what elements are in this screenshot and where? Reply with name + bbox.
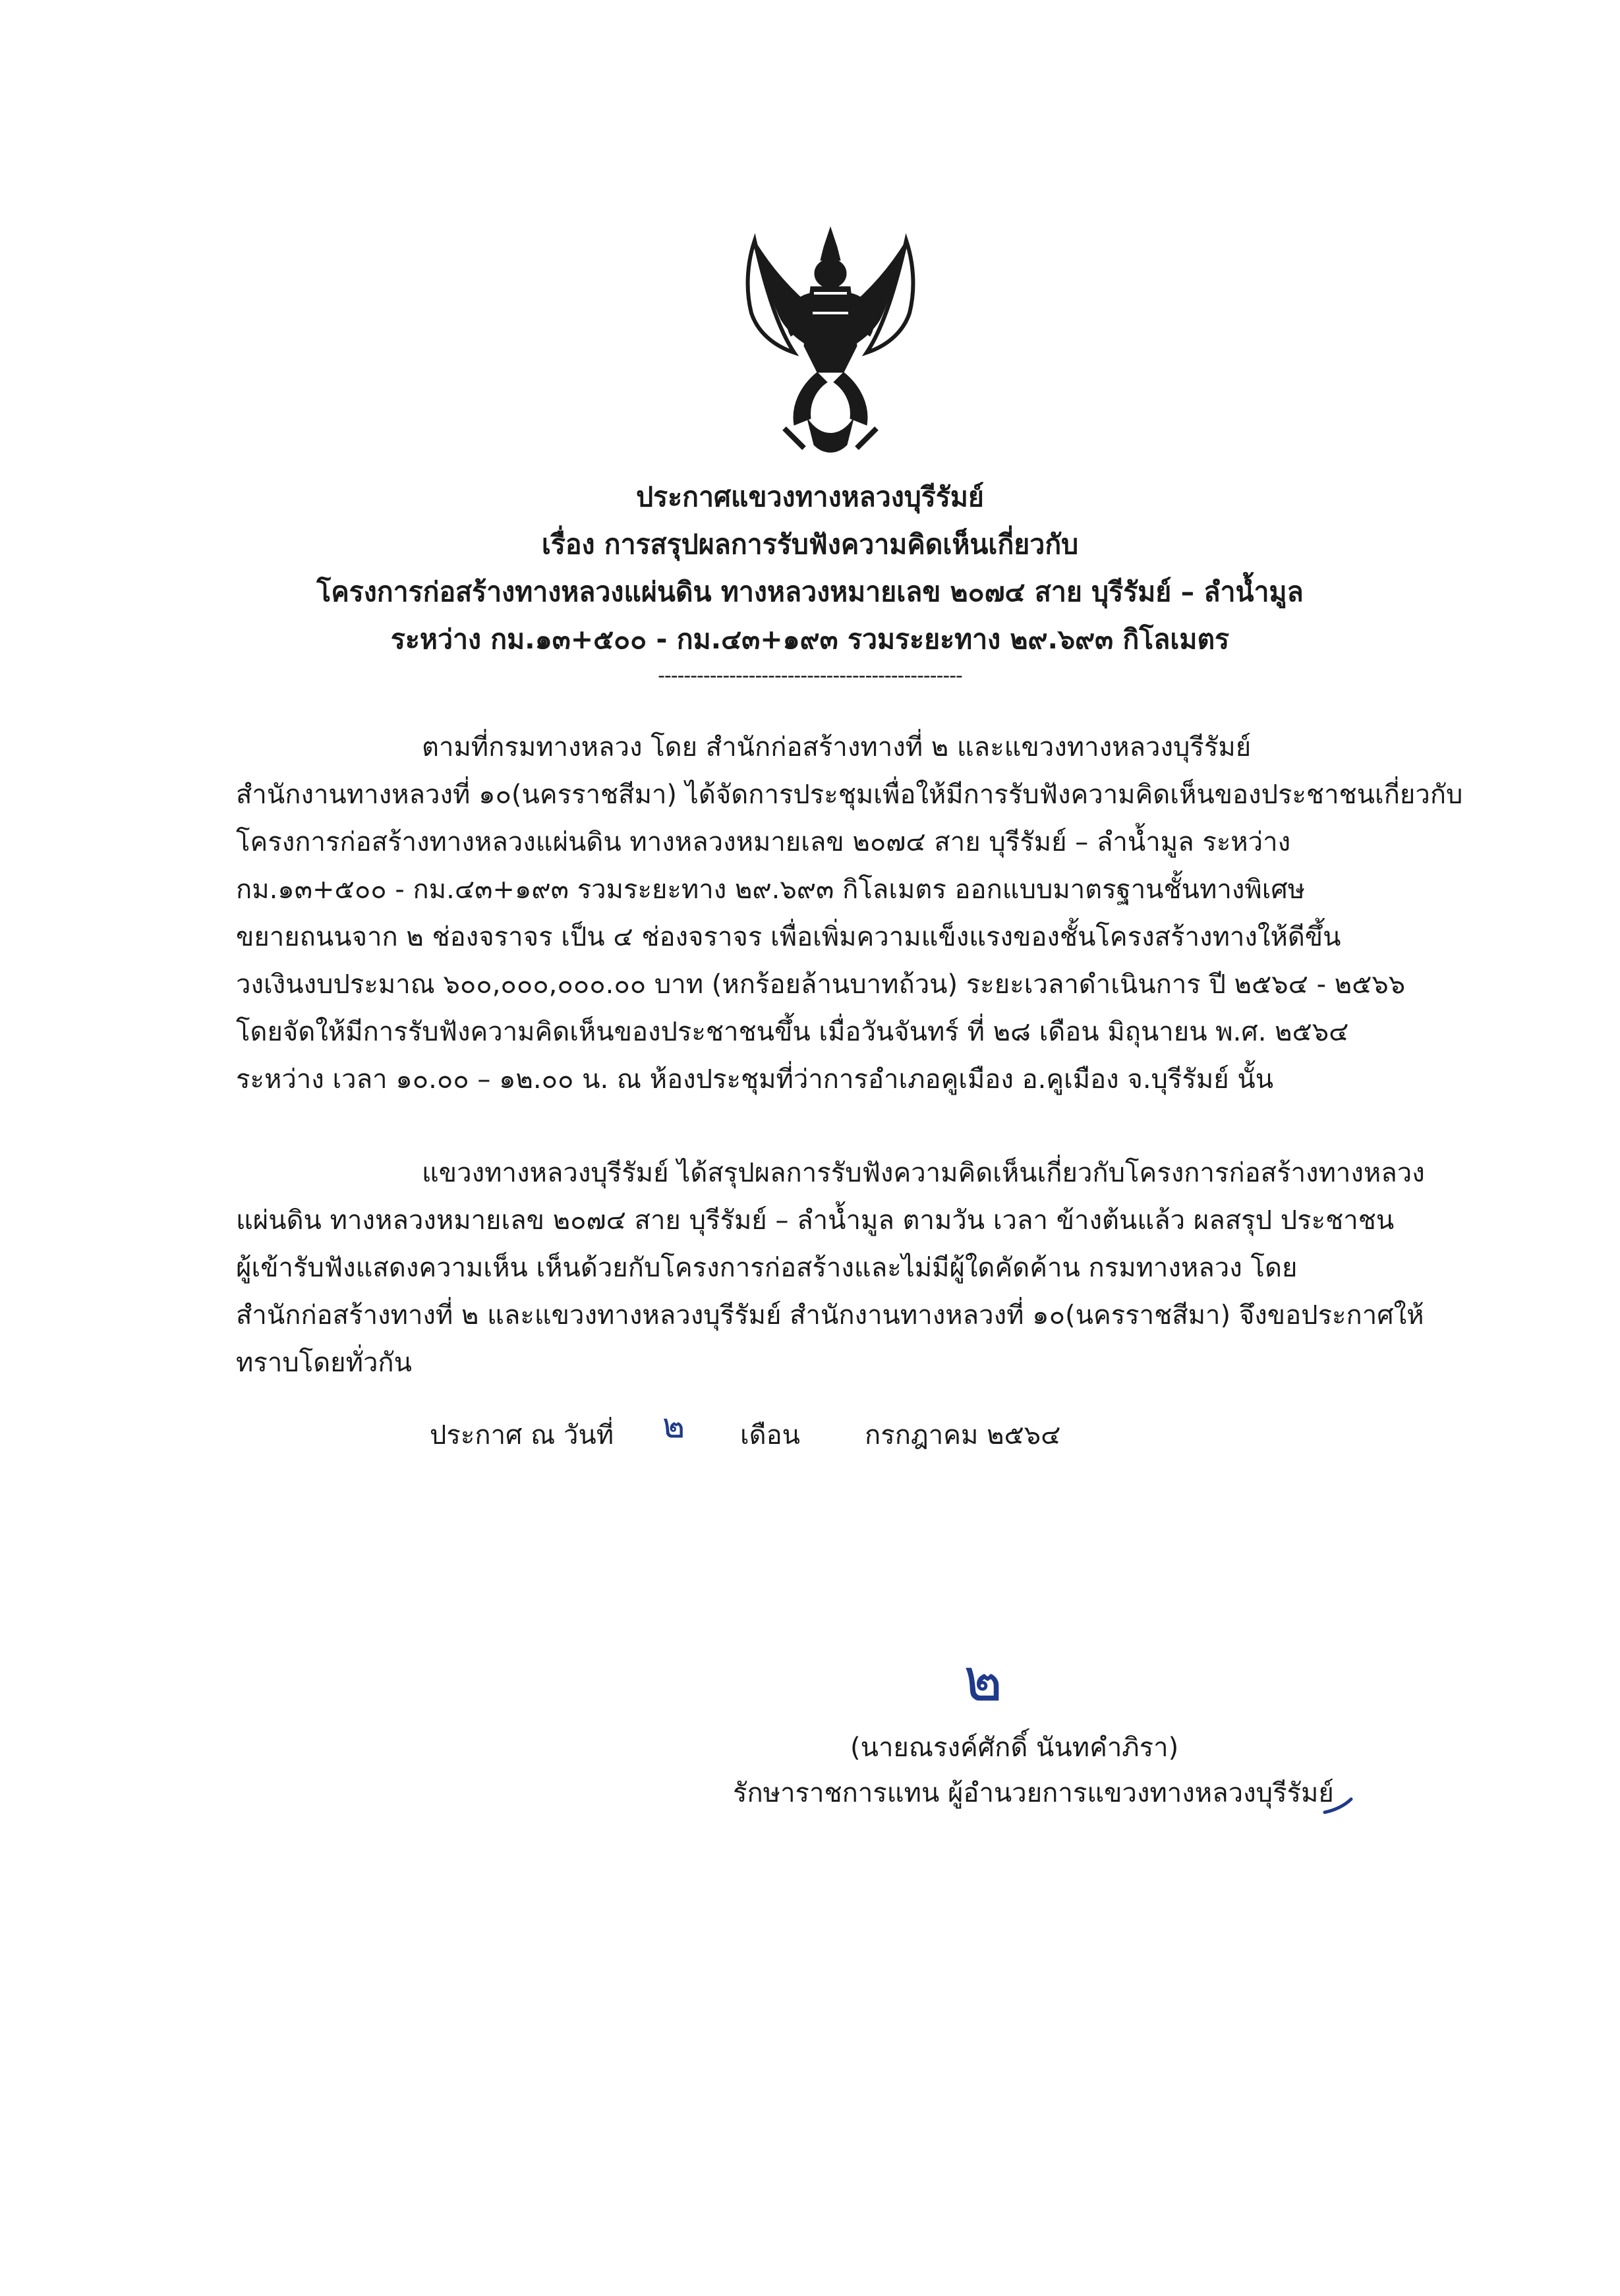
paragraph2-line: สำนักก่อสร้างทางที่ ๒ และแขวงทางหลวงบุรีรัมย์ สำนักงานทางหลวงที่ ๑๐(นครราชสีมา) จึงขอประกาศให้ <box>236 1300 1424 1331</box>
announce-date-day-handwritten: ๒ <box>662 1406 685 1446</box>
signatory-name: (นายณรงค์ศักดิ์ นันทคำภิรา) <box>850 1733 1179 1763</box>
garuda-emblem-icon <box>728 221 933 458</box>
paragraph1-line: วงเงินงบประมาณ ๖๐๐,๐๐๐,๐๐๐.๐๐ บาท (หกร้อยล้านบาทถ้วน) ระยะเวลาดำเนินการ ปี ๒๕๖๔ - ๒๕๖๖ <box>236 969 1406 1000</box>
paragraph2-line: แขวงทางหลวงบุรีรัมย์ ได้สรุปผลการรับฟังความคิดเห็นเกี่ยวกับโครงการก่อสร้างทางหลวง <box>422 1158 1425 1188</box>
paragraph1-line: โดยจัดให้มีการรับฟังความคิดเห็นของประชาชนขึ้น เมื่อวันจันทร์ ที่ ๒๘ เดือน มิถุนายน พ.ศ. ๒๕๖๔ <box>236 1017 1349 1047</box>
announce-date-month-label: เดือน <box>740 1420 801 1450</box>
announce-date-prefix: ประกาศ ณ วันที่ <box>430 1420 614 1450</box>
announcement-subject: เรื่อง การสรุปผลการรับฟังความคิดเห็นเกี่ยวกับ <box>541 529 1079 560</box>
signature-handwritten-mark: ๒ <box>964 1646 1003 1715</box>
paragraph1-line: ตามที่กรมทางหลวง โดย สำนักก่อสร้างทางที่ ๒ และแขวงทางหลวงบุรีรัมย์ <box>422 732 1252 762</box>
signatory-title: รักษาราชการแทน ผู้อำนวยการแขวงทางหลวงบุรีรัมย์ <box>733 1778 1334 1808</box>
paragraph2-line: ผู้เข้ารับฟังแสดงความเห็น เห็นด้วยกับโครงการก่อสร้างและไม่มีผู้ใดคัดค้าน กรมทางหลวง โดย <box>236 1253 1298 1283</box>
project-range: ระหว่าง กม.๑๓+๕๐๐ - กม.๔๓+๑๙๓ รวมระยะทาง ๒๙.๖๙๓ กิโลเมตร <box>390 623 1230 655</box>
paragraph1-line: โครงการก่อสร้างทางหลวงแผ่นดิน ทางหลวงหมายเลข ๒๐๗๔ สาย บุรีรัมย์ – ลำน้ำมูล ระหว่าง <box>236 827 1291 857</box>
paragraph1-line: กม.๑๓+๕๐๐ - กม.๔๓+๑๙๓ รวมระยะทาง ๒๙.๖๙๓ กิโลเมตร ออกแบบมาตรฐานชั้นทางพิเศษ <box>236 875 1306 905</box>
paragraph1-line: ระหว่าง เวลา ๑๐.๐๐ – ๑๒.๐๐ น. ณ ห้องประชุมที่ว่าการอำเภอคูเมือง อ.คูเมือง จ.บุรีรัมย์ นั้น <box>236 1064 1274 1095</box>
paragraph2-line: ทราบโดยทั่วกัน <box>236 1348 412 1378</box>
announcement-title: ประกาศแขวงทางหลวงบุรีรัมย์ <box>636 481 984 513</box>
paragraph1-line: ขยายถนนจาก ๒ ช่องจราจร เป็น ๔ ช่องจราจร เพื่อเพิ่มความแข็งแรงของชั้นโครงสร้างทางให้ดีขึ้น <box>236 922 1341 952</box>
announce-date-month-year: กรกฎาคม ๒๕๖๔ <box>865 1420 1061 1450</box>
paragraph1-line: สำนักงานทางหลวงที่ ๑๐(นครราชสีมา) ได้จัดการประชุมเพื่อให้มีการรับฟังความคิดเห็นของประชาชนเกี่ยวกับ <box>236 780 1463 810</box>
project-name: โครงการก่อสร้างทางหลวงแผ่นดิน ทางหลวงหมายเลข ๒๐๗๔ สาย บุรีรัมย์ – ลำน้ำมูล <box>316 576 1304 608</box>
heading-separator: ----------------------------------------------- <box>658 664 962 687</box>
paragraph2-line: แผ่นดิน ทางหลวงหมายเลข ๒๐๗๔ สาย บุรีรัมย์ – ลำน้ำมูล ตามวัน เวลา ข้างต้นแล้ว ผลสรุป ประชาชน <box>236 1205 1395 1236</box>
